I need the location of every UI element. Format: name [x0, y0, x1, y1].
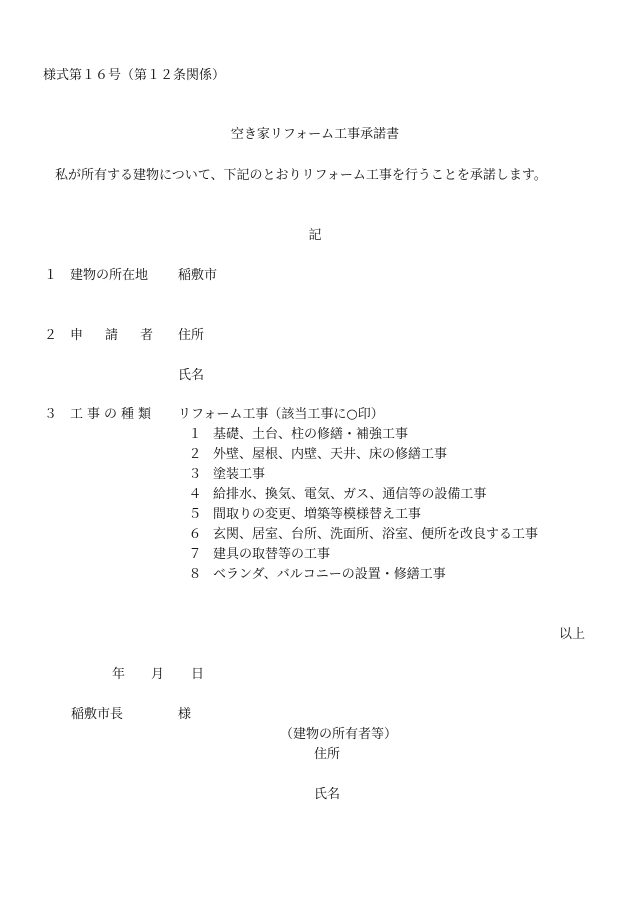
work-item-text: 玄関、居室、台所、洗面所、浴室、便所を改良する工事 — [213, 527, 539, 542]
section1-number: １ — [44, 268, 58, 283]
ki-label: 記 — [308, 228, 322, 243]
section3-label-char: の — [103, 407, 117, 422]
addressee-name: 稲敷市長 — [71, 707, 124, 722]
intro-text: 私が所有する建物について、下記のとおりリフォーム工事を行うことを承諾します。 — [55, 168, 547, 183]
section2-label-char: 者 — [139, 328, 153, 343]
work-item-text: 建具の取替等の工事 — [213, 547, 331, 562]
date-year: 年 — [112, 667, 126, 682]
section2-label — [70, 328, 153, 344]
work-item-number: ７ — [188, 547, 202, 562]
work-item-number: ６ — [188, 527, 202, 542]
work-item-text: 間取りの変更、増築等模様替え工事 — [213, 507, 422, 522]
section3-label-char: 類 — [137, 407, 151, 422]
work-item-number: ８ — [188, 567, 202, 582]
date-day: 日 — [191, 667, 205, 682]
building-location-value: 稲敷市 — [178, 268, 218, 283]
work-item-text: 給排水、換気、電気、ガス、通信等の設備工事 — [213, 487, 487, 502]
section1-label: 建物の所在地 — [70, 268, 149, 283]
section2-label-char: 請 — [104, 328, 118, 343]
work-item-number: ４ — [188, 487, 202, 502]
owner-name-label: 氏名 — [314, 787, 341, 802]
applicant-name-label: 氏名 — [178, 368, 205, 383]
section3-number: ３ — [44, 407, 58, 422]
addressee-honorific: 様 — [178, 707, 192, 722]
work-item-text: 基礎、土台、柱の修繕・補強工事 — [213, 427, 409, 442]
document-title: 空き家リフォーム工事承諾書 — [230, 127, 400, 142]
work-item-text: ベランダ、バルコニーの設置・修繕工事 — [213, 567, 446, 582]
section3-label-char: 工 — [70, 407, 84, 422]
section3-label-char: 種 — [120, 407, 134, 422]
owner-address-label: 住所 — [314, 747, 341, 762]
section3-label-char: 事 — [86, 407, 100, 422]
section2-number: ２ — [44, 328, 58, 343]
work-item-text: 塗装工事 — [213, 467, 266, 482]
section3-label — [70, 407, 151, 423]
ijo-closing: 以上 — [558, 627, 585, 642]
form-number: 様式第１６号（第１２条関係） — [43, 68, 226, 83]
work-item-number: ３ — [188, 467, 202, 482]
section2-label-char: 申 — [70, 328, 84, 343]
date-month: 月 — [151, 667, 165, 682]
work-item-number: １ — [188, 427, 202, 442]
work-item-text: 外壁、屋根、内壁、天井、床の修繕工事 — [213, 447, 448, 462]
reform-work-heading: リフォーム工事（該当工事に○印） — [178, 407, 384, 422]
work-item-number: ５ — [188, 507, 202, 522]
work-item-number: ２ — [188, 447, 202, 462]
owner-label: （建物の所有者等） — [280, 727, 398, 742]
applicant-address-label: 住所 — [178, 328, 205, 343]
